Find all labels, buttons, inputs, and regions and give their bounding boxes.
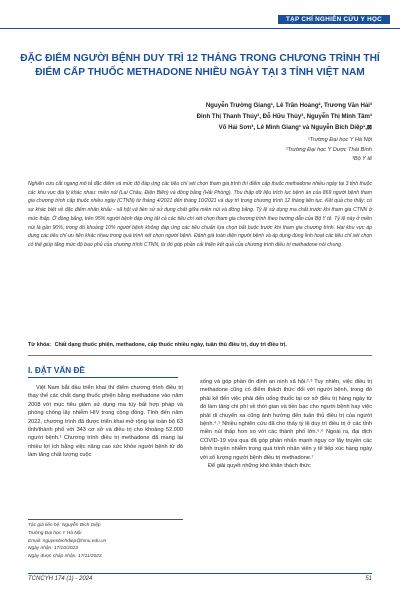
affiliation: ²Trường Đại học Y Dược Thái Bình bbox=[285, 146, 372, 153]
correspondence-box bbox=[28, 519, 183, 561]
date-accepted: Ngày được chấp nhận: 17/11/2023 bbox=[28, 554, 102, 560]
page-footer bbox=[28, 573, 372, 582]
authors-line: Nguyễn Trường Giang¹, Lê Trần Hoàng², Trương Văn Hải³ bbox=[205, 102, 372, 109]
keywords-text: Chất dạng thuốc phiện, methadone, cấp thuốc nhiều ngày, tuân thủ điều trị, duy trì điều trị. bbox=[54, 342, 287, 348]
journal-issue: TCNCYH 174 (1) - 2024 bbox=[28, 576, 93, 582]
keywords-label: Từ khóa: bbox=[28, 342, 52, 348]
section-underline bbox=[28, 377, 178, 378]
journal-header-bar bbox=[0, 14, 400, 29]
date-received: Ngày nhận: 17/10/2023 bbox=[28, 546, 78, 552]
article-title: ĐẶC ĐIỂM NGƯỜI BỆNH DUY TRÌ 12 THÁNG TRONG CHƯƠNG TRÌNH THÍ ĐIỂM CẤP THUỐC METHADONE NHIỀU NGÀY TẠI 3 TỈNH VIỆT NAM bbox=[20, 53, 380, 78]
authors-line: Đinh Thị Thanh Thúy³, Đỗ Hữu Thủy³, Nguyễn Thị Minh Tâm³ bbox=[196, 113, 372, 120]
affiliation: ³Bộ Y tế bbox=[351, 156, 372, 163]
body-column-left bbox=[28, 384, 183, 459]
authors-line: Võ Hải Sơn³, Lê Minh Giang¹ và Nguyễn Bích Diệp¹,⊠ bbox=[218, 124, 372, 131]
body-column-right bbox=[200, 378, 372, 562]
section-title: I. ĐẶT VẤN ĐỀ bbox=[28, 366, 85, 375]
abstract: Nghiên cứu cắt ngang mô tả đặc điểm và mức độ đáp ứng các tiêu chí xét chọn tham gia trình thí điểm cấp thuốc methadone nhiều ngày tại 3 tỉnh thuộc các khu vực địa lý khác nhau: miền núi (Lai Châu, Điện Biên) và đồng bằng (Hải Phòng). Thu thập dữ liệu trích lục bệnh án của 869 người bệnh tham gia chương trình cấp thuốc nhiều ngày (CTNN) từ tháng 4/2021 đến tháng 10/2021 và duy trì trong chương trình 12 tháng liên tục. Kết quả cho thấy: có sự khác biệt về đặc điểm nhân khẩu - xã hội và tiền sử sử dụng chất giữa miền núi và đồng bằng. Tỷ lệ sử dụng ma chất trước khi tham gia CTNN ở mức thấp. Ở đồng bằng, trên 95% người bệnh đáp ứng tất cả các tiêu chí xét chọn tham gia chương trình theo hướng dẫn của Bộ Y tế. Tỷ lệ này ở miền núi là gần 90%, trong đó khoảng 10% người bệnh không đáp ứng các tiêu chuẩn lựa chọn bắt buộc trước khi tham gia chương trình. Hai khu vực áp dụng các tiêu chí ưu tiên khác nhau trong quá trình xét chọn người bệnh. Đánh giá toàn diện người bệnh và áp dụng đúng linh hoạt các tiêu chí xét chọn có thể giúp tăng mức độ bao phủ của chương trình CTNN, từ đó góp phần cải thiện kết quả của chương trình điều trị methadone nói chung. bbox=[28, 181, 372, 248]
body-paragraph: Để giải quyết những khó khăn thách thức bbox=[208, 463, 311, 470]
author-email: Email: nguyenbichdiep@hmu.edu.vn bbox=[28, 538, 107, 544]
journal-tag: TẠP CHÍ NGHIÊN CỨU Y HỌC bbox=[278, 15, 390, 24]
affiliation-list bbox=[172, 136, 372, 165]
keywords bbox=[28, 341, 372, 349]
body-paragraph: Việt Nam bắt đầu triển khai thí điểm chương trình điều trị thay thế các chất dạng thuốc phiện bằng methadone vào năm 2008 với mục tiêu giảm sử dụng ma túy bất hợp pháp và phòng chống lây nhiễm HIV trong cộng đồng. Tính đến năm 2022, chương trình đã được triển khai mở rộng tại toàn bộ 63 tỉnh/thành phố với 343 cơ sở và điều trị cho khoảng 52.000 người bệnh.¹ Chương trình điều trị methadone đã mang lại nhiều lợi ích bằng việc nâng cao sức khỏe người bệnh từ đó làm tăng chất lượng cuộc bbox=[28, 385, 183, 459]
author-list bbox=[112, 100, 372, 133]
body-paragraph: sống và góp phần ổn định an ninh xã hội.²˒³ Tuy nhiên, việc điều trị methadone cũng có điểm thách thức đối với người bệnh, trong đó phải kể đến việc phải đến uống thuốc tại cơ sở điều trị hàng ngày từ đó làm tăng chi phí về thời gian và tiền bạc cho người bệnh hay việc phải di chuyển xa cũng ảnh hưởng đến tuân thủ điều trị của người bệnh.⁴˒⁵ Nhiều nghiên cứu đã cho thấy tỷ lệ duy trì điều trị ở các tỉnh miền núi thấp hơn so với các thành phố lớn.⁵˒⁶ Ngoài ra, đại dịch COVID-19 vừa qua đã góp phần nhấn mạnh nguy cơ lây truyền các bệnh truyền nhiễm trong quá trình nhân viên y tế tiếp xúc hàng ngày với số lượng người bệnh điều trị methadone.⁷ bbox=[200, 379, 372, 461]
author-institution: Trường Đại học Y Hà Nội bbox=[28, 530, 82, 536]
affiliation: ¹Trường Đại học Y Hà Nội bbox=[307, 137, 372, 143]
corresponding-author: Tác giả liên hệ: Nguyễn Bích Diệp bbox=[28, 523, 101, 528]
page-number: 51 bbox=[365, 576, 372, 582]
abstract-divider bbox=[28, 355, 372, 356]
